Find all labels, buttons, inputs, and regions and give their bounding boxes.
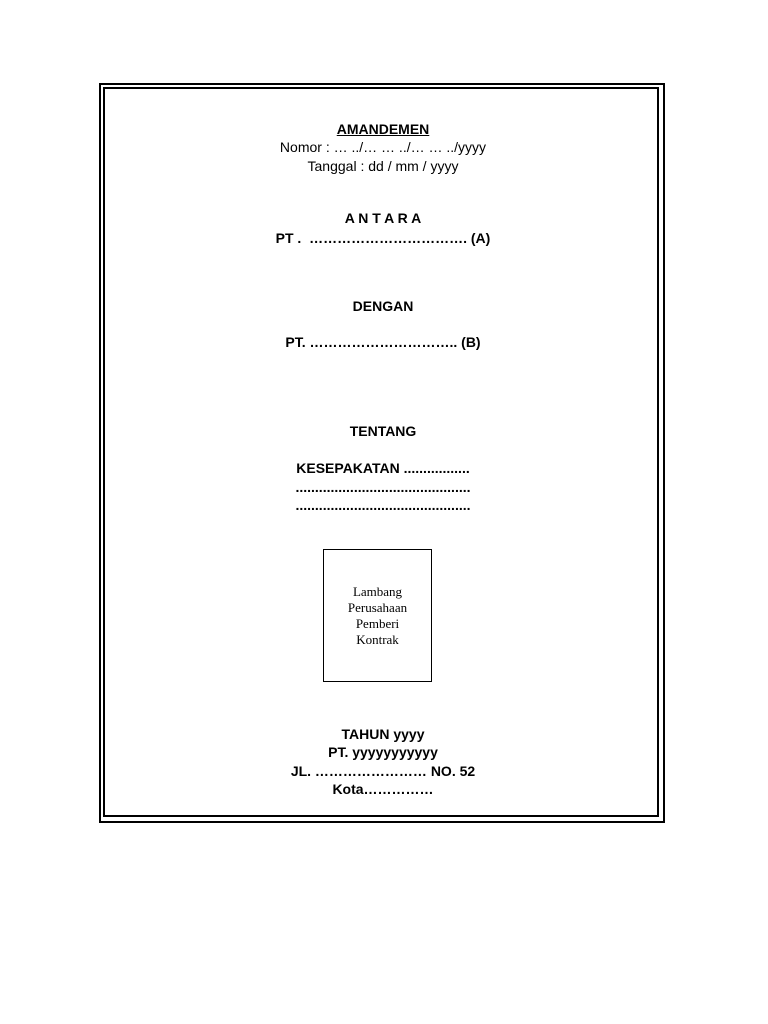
logo-placeholder-text: Lambang Perusahaan Pemberi Kontrak xyxy=(347,583,408,647)
kesepakatan-line-3: ............................................. xyxy=(295,497,471,513)
address-line: JL. …………………… NO. 52 xyxy=(290,763,476,779)
document-inner-border xyxy=(103,87,659,817)
dengan-heading: DENGAN xyxy=(352,298,414,314)
kesepakatan-line-1: KESEPAKATAN ................. xyxy=(296,460,470,476)
tanggal-line: Tanggal : dd / mm / yyyy xyxy=(307,158,459,174)
company-logo-placeholder xyxy=(323,549,432,682)
kesepakatan-line-2: ............................................. xyxy=(295,479,471,495)
kota-line: Kota…………… xyxy=(332,781,434,797)
tahun-line: TAHUN yyyy xyxy=(341,726,425,742)
nomor-line: Nomor : … ../… … ../… … ../yyyy xyxy=(279,139,487,155)
document-title: AMANDEMEN xyxy=(336,121,430,137)
party-a-line: PT . ……………………………. (A) xyxy=(275,230,491,246)
company-name-line: PT. yyyyyyyyyyy xyxy=(328,744,438,760)
tentang-heading: TENTANG xyxy=(349,423,417,439)
party-b-line: PT. ………………………….. (B) xyxy=(285,334,481,350)
antara-heading: A N T A R A xyxy=(344,210,422,226)
